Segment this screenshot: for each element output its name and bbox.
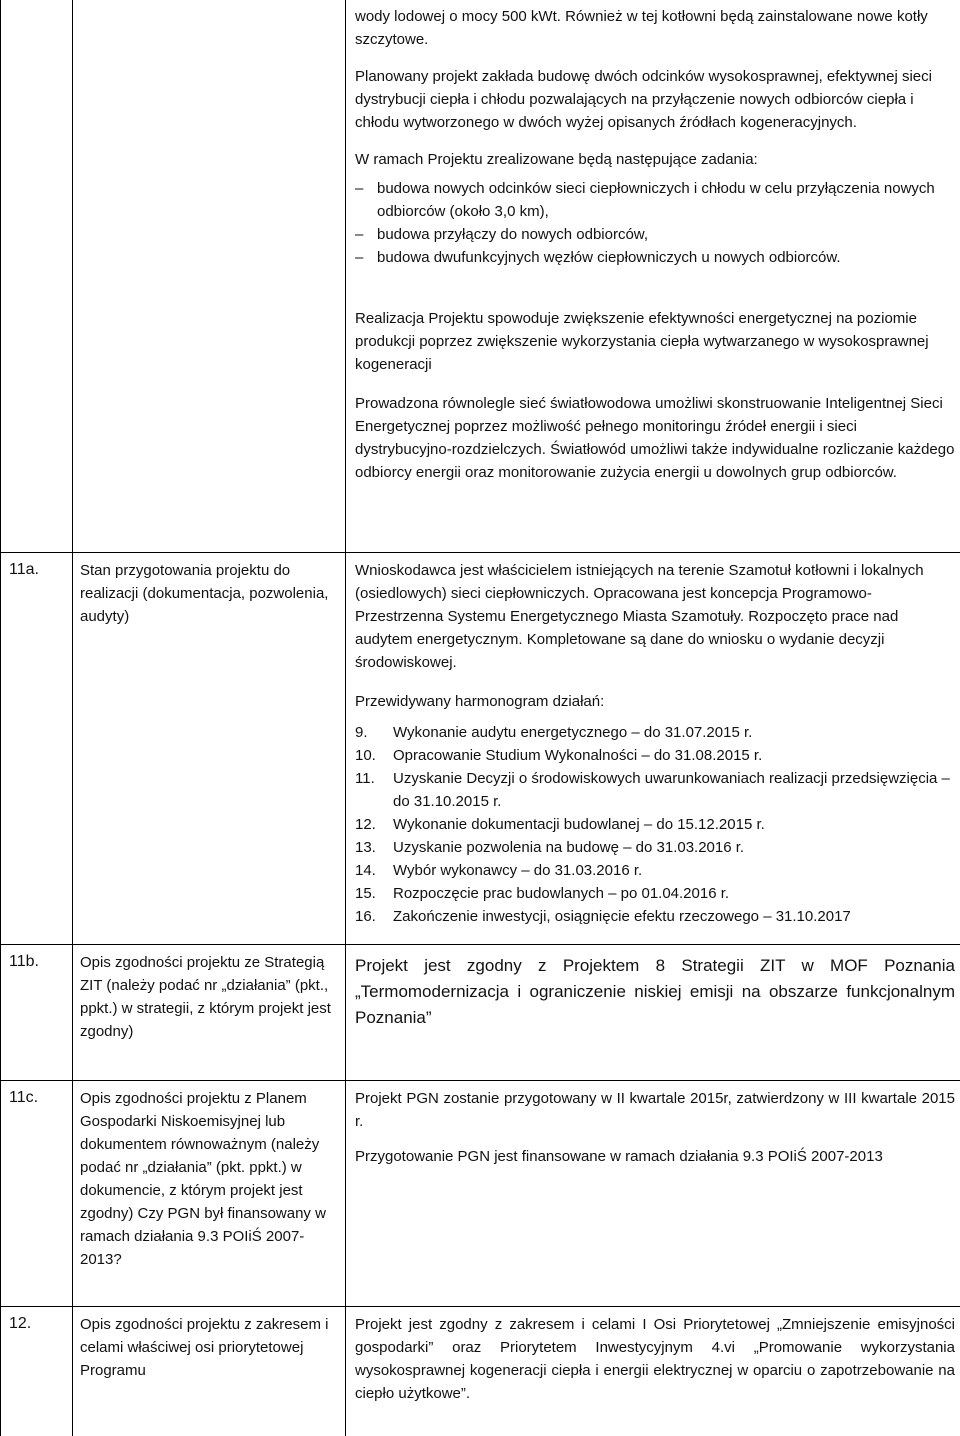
row-number: 11a. [1,553,73,945]
row-description: Opis zgodności projektu z Planem Gospodarki Niskoemisyjnej lub dokumentem równoważnym (należy podać nr „działania” (pkt. ppkt.) w dokumencie, z którym projekt jest zgodny) Czy PGN był finansowany w ramach działania 9.3 POIiŚ 2007-2013? [73,1081,346,1307]
list-item: 15. Rozpoczęcie prac budowlanych – po 01.04.2016 r. [355,885,730,902]
list-item: 12. Wykonanie dokumentacji budowlanej – do 15.12.2015 r. [355,816,765,833]
paragraph-cooling-boilers: wody lodowej o mocy 500 kWt. Również w tej kotłowni będą zainstalowane nowe kotły szczytowe. [355,8,928,48]
list-item: 16. Zakończenie inwestycji, osiągnięcie efektu rzeczowego – 31.10.2017 [355,908,851,925]
list-item: 13. Uzyskanie pozwolenia na budowę – do 31.03.2016 r. [355,839,745,856]
task-list [355,177,955,269]
list-item: – budowa dwufunkcyjnych węzłów ciepłowniczych u nowych odbiorców. [355,246,955,269]
row-content: Projekt jest zgodny z Projektem 8 Strategii ZIT w MOF Poznania „Termomodernizacja i ograniczenie niskiej emisji na obszarze funkcjonalnym Poznania” [346,945,960,1081]
list-item: 11. Uzyskanie Decyzji o środowiskowych uwarunkowaniach realizacji przedsięwzięcia – do 31.10.2015 r. [355,770,950,810]
row-content-cell [346,0,960,553]
row-content: Projekt jest zgodny z zakresem i celami I Osi Priorytetowej „Zmniejszenie emisyjności gospodarki” oraz Priorytetem Inwestycyjnym 4.vi „Promowanie wykorzystania wysokosprawnej kogeneracji ciepła i energii elektrycznej w oparciu o zapotrzebowanie na ciepło użytkowe”. [346,1307,960,1436]
paragraph-tasks-intro: W ramach Projektu zrealizowane będą następujące zadania: [355,151,758,168]
paragraph-pgn-prepared: Projekt PGN zostanie przygotowany w II kwartale 2015r, zatwierdzony w III kwartale 2015 r. [355,1090,955,1130]
paragraph-applicant: Wnioskodawca jest właścicielem istniejących na terenie Szamotuł kotłowni i lokalnych (osiedlowych) sieci ciepłowniczych. Opracowana jest koncepcja Programowo-Przestrzenna Systemu Energetycznego Miasta Szamotuły. Rozpoczęto prace nad audytem energetycznym. Kompletowane są dane do wniosku o wydanie decyzji środowiskowej. [355,562,924,671]
list-item: – budowa nowych odcinków sieci ciepłowniczych i chłodu w celu przyłączenia nowych odbiorców (około 3,0 km), [355,177,955,223]
row-number: 12. [1,1307,73,1436]
paragraph-efficiency: Realizacja Projektu spowoduje zwiększenie efektywności energetycznej na poziomie produkcji poprzez zwiększenie wykorzystania ciepła wytwarzanego w wysokosprawnej kogeneracji [355,310,929,373]
row-number: 11c. [1,1081,73,1307]
row-description: Opis zgodności projektu z zakresem i celami właściwej osi priorytetowej Programu [73,1307,346,1436]
row-description-cell [73,0,346,553]
table-row-12 [1,1307,960,1436]
paragraph-planned-project: Planowany projekt zakłada budowę dwóch odcinków wysokosprawnej, efektywnej sieci dystrybucji ciepła i chłodu pozwalających na przyłączenie nowych odbiorców ciepła i chłodu wytworzonego w dwóch wyżej opisanych źródłach kogeneracyjnych. [355,68,932,131]
list-item: 14. Wybór wykonawcy – do 31.03.2016 r. [355,862,643,879]
paragraph-fiber-network: Prowadzona równolegle sieć światłowodowa umożliwi skonstruowanie Inteligentnej Sieci Energetycznej poprzez możliwość pełnego monitoringu źródeł energii i sieci dystrybucyjno-rozdzielczych. Światłowód umożliwi także indywidualne rozliczanie każdego odbiorcy energii oraz monitorowanie zużycia energii u dowolnych grup odbiorców. [355,395,955,481]
row-content [346,1081,960,1307]
row-description: Opis zgodności projektu ze Strategią ZIT (należy podać nr „działania” (pkt., ppkt.) w strategii, z którym projekt jest zgodny) [73,945,346,1081]
list-item: – budowa przyłączy do nowych odbiorców, [355,223,955,246]
row-number-cell [1,0,73,553]
row-description: Stan przygotowania projektu do realizacji (dokumentacja, pozwolenia, audyty) [73,553,346,945]
paragraph-pgn-financing: Przygotowanie PGN jest finansowane w ramach działania 9.3 POIiŚ 2007-2013 [355,1148,883,1165]
table-row-11c [1,1081,960,1307]
table-row-11b [1,945,960,1081]
table-row-11a [1,553,960,945]
row-content [346,553,960,945]
row-number: 11b. [1,945,73,1081]
schedule-list [355,721,955,928]
list-item: 9. Wykonanie audytu energetycznego – do 31.07.2015 r. [355,724,753,741]
paragraph-schedule-intro: Przewidywany harmonogram działań: [355,693,605,710]
list-item: 10. Opracowanie Studium Wykonalności – do 31.08.2015 r. [355,747,763,764]
table-row-continuation [1,0,960,553]
